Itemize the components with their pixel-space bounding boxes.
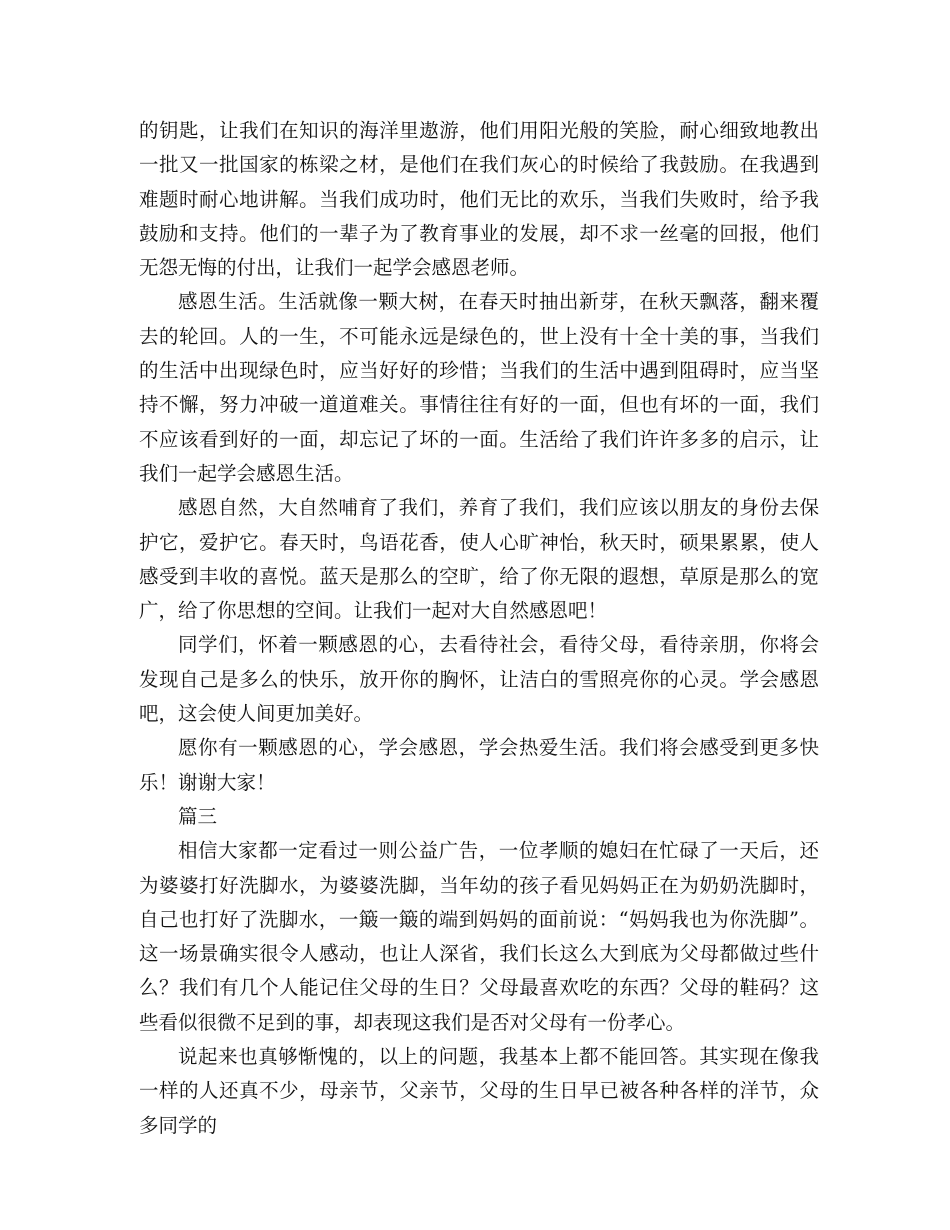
paragraph-gratitude-nature: 感恩自然，大自然哺育了我们，养育了我们，我们应该以朋友的身份去保护它，爱护它。春天时，鸟语花香，使人心旷神怡，秋天时，硕果累累，使人感受到丰收的喜悦。蓝天是那么的空旷，给了你无限的遐想，草原是那么的宽广，给了你思想的空间。让我们一起对大自然感恩吧！ <box>139 496 819 623</box>
section-heading-part-three: 篇三 <box>178 804 218 828</box>
paragraph-gratitude-life: 感恩生活。生活就像一颗大树，在春天时抽出新芽，在秋天飘落，翻来覆去的轮回。人的一生，不可能永远是绿色的，世上没有十全十美的事，当我们的生活中出现绿色时，应当好好的珍惜；当我们的生活中遇到阻碍时，应当坚持不懈，努力冲破一道道难关。事情往往有好的一面，但也有坏的一面，我们不应该看到好的一面，却忘记了坏的一面。生活给了我们许许多多的启示，让我们一起学会感恩生活。 <box>139 290 819 485</box>
paragraph-public-ad: 相信大家都一定看过一则公益广告，一位孝顺的媳妇在忙碌了一天后，还为婆婆打好洗脚水，为婆婆洗脚，当年幼的孩子看见妈妈正在为奶奶洗脚时，自己也打好了洗脚水，一簸一簸的端到妈妈的面前说：“妈妈我也为你洗脚”。这一场景确实很令人感动，也让人深省，我们长这么大到底为父母都做过些什么？我们有几个人能记住父母的生日？父母最喜欢吃的东西？父母的鞋码？这些看似很微不足到的事，却表现这我们是否对父母有一份孝心。 <box>139 839 819 1034</box>
paragraph-closing-wish: 愿你有一颗感恩的心，学会感恩，学会热爱生活。我们将会感受到更多快乐！谢谢大家！ <box>139 736 819 794</box>
paragraph-ashamed: 说起来也真够惭愧的，以上的问题，我基本上都不能回答。其实现在像我一样的人还真不少，母亲节，父亲节，父母的生日早已被各种各样的洋节，众多同学的 <box>139 1045 819 1137</box>
document-body <box>139 114 819 1143</box>
paragraph-teachers-continued: 的钥匙，让我们在知识的海洋里遨游，他们用阳光般的笑脸，耐心细致地教出一批又一批国家的栋梁之材，是他们在我们灰心的时候给了我鼓励。在我遇到难题时耐心地讲解。当我们成功时，他们无比的欢乐，当我们失败时，给予我鼓励和支持。他们的一辈子为了教育事业的发展，却不求一丝毫的回报，他们无怨无悔的付出，让我们一起学会感恩老师。 <box>139 119 819 280</box>
paragraph-classmates: 同学们，怀着一颗感恩的心，去看待社会，看待父母，看待亲朋，你将会发现自己是多么的快乐，放开你的胸怀，让洁白的雪照亮你的心灵。学会感恩吧，这会使人间更加美好。 <box>139 633 819 726</box>
